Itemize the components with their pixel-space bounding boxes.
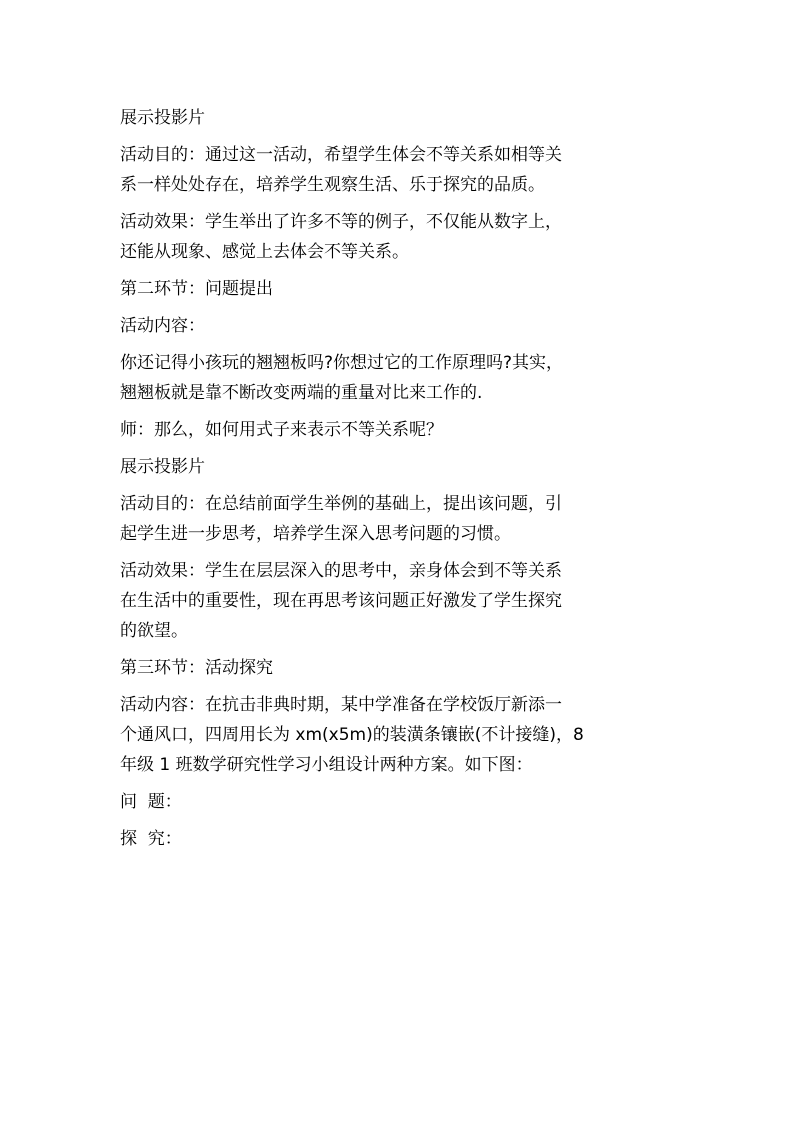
text-line: 第二环节：问题提出 xyxy=(120,279,273,299)
text-line: 活动效果：学生在层层深入的思考中，亲身体会到不等关系 xyxy=(120,561,562,581)
text-line: 系一样处处存在，培养学生观察生活、乐于探究的品质。 xyxy=(120,175,545,195)
section-heading-3 xyxy=(120,653,680,683)
text-line: 活动目的：在总结前面学生举例的基础上，提出该问题，引 xyxy=(120,494,562,514)
text-line: 师：那么，如何用式子来表示不等关系呢？ xyxy=(120,420,443,440)
text-line: 的欲望。 xyxy=(120,621,188,641)
text-line: 在生活中的重要性，现在再思考该问题正好激发了学生探究 xyxy=(120,591,562,611)
text-line: 展示投影片 xyxy=(120,108,205,128)
activity-effect-1 xyxy=(120,207,680,267)
text-line: 活动内容： xyxy=(120,316,205,336)
text-line: 探 究： xyxy=(120,829,182,849)
text-line: 起学生进一步思考，培养学生深入思考问题的习惯。 xyxy=(120,524,511,544)
heading-slide-2 xyxy=(120,452,680,482)
text-line: 展示投影片 xyxy=(120,457,205,477)
text-line: 问 题： xyxy=(120,792,182,812)
activity-purpose-1 xyxy=(120,140,680,200)
document-body xyxy=(120,103,680,861)
activity-content-3 xyxy=(120,690,680,780)
teacher-question xyxy=(120,415,680,445)
text-line: 还能从现象、感觉上去体会不等关系。 xyxy=(120,242,409,262)
text-line: 活动内容：在抗击非典时期，某中学准备在学校饭厅新添一 xyxy=(120,695,562,715)
text-line: 你还记得小孩玩的翘翘板吗?你想过它的工作原理吗?其实， xyxy=(120,353,564,373)
activity-content-label xyxy=(120,311,680,341)
text-line: 个通风口，四周用长为 xm(x5m)的装潢条镶嵌(不计接缝)，8 xyxy=(120,725,584,745)
text-line: 翘翘板就是靠不断改变两端的重量对比来工作的. xyxy=(120,383,483,403)
explore-label xyxy=(120,824,680,854)
text-line: 第三环节：活动探究 xyxy=(120,658,273,678)
seesaw-question xyxy=(120,348,680,408)
heading-slide-1 xyxy=(120,103,680,133)
text-line: 活动效果：学生举出了许多不等的例子，不仅能从数字上， xyxy=(120,212,562,232)
section-heading-2 xyxy=(120,274,680,304)
text-line: 年级 1 班数学研究性学习小组设计两种方案。如下图： xyxy=(120,755,533,775)
activity-effect-2 xyxy=(120,556,680,646)
activity-purpose-2 xyxy=(120,489,680,549)
text-line: 活动目的：通过这一活动，希望学生体会不等关系如相等关 xyxy=(120,145,562,165)
question-label xyxy=(120,787,680,817)
